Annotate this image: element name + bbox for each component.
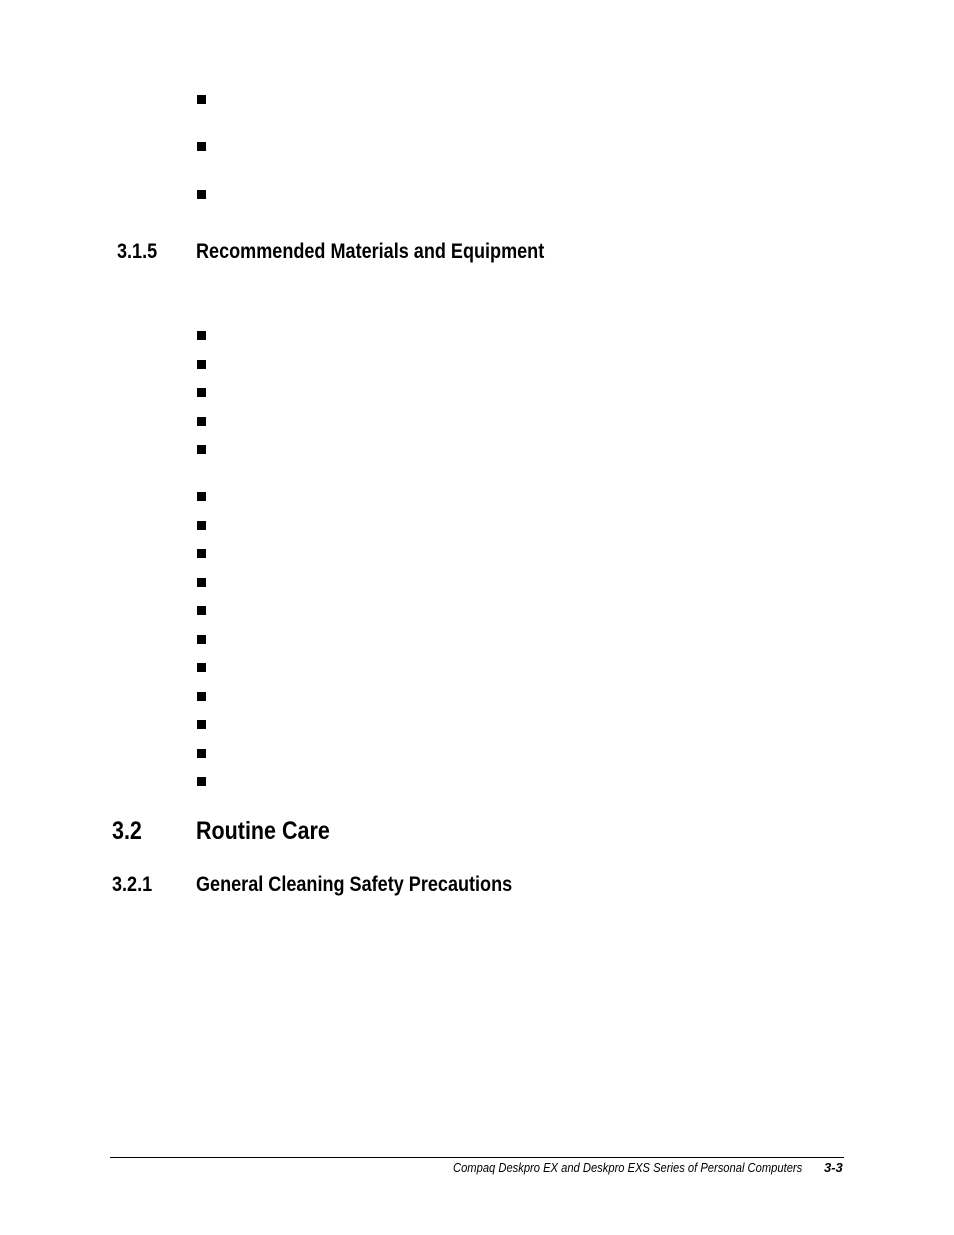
bullet-icon: [197, 720, 206, 729]
section-number: 3.2.1: [112, 873, 153, 896]
bullet-icon: [197, 635, 206, 644]
bullet-icon: [197, 492, 206, 501]
section-heading: Routine Care: [196, 817, 330, 845]
bullet-icon: [197, 360, 206, 369]
section-number: 3.2: [112, 817, 142, 845]
bullet-icon: [197, 606, 206, 615]
bullet-icon: [197, 521, 206, 530]
bullet-icon: [197, 417, 206, 426]
section-heading: General Cleaning Safety Precautions: [196, 873, 513, 896]
bullet-icon: [197, 663, 206, 672]
bullet-icon: [197, 749, 206, 758]
bullet-icon: [197, 190, 206, 199]
section-heading: Recommended Materials and Equipment: [196, 240, 545, 263]
bullet-icon: [197, 549, 206, 558]
bullet-icon: [197, 388, 206, 397]
bullet-icon: [197, 692, 206, 701]
footer-title: Compaq Deskpro EX and Deskpro EXS Series of Personal Computers: [453, 1160, 803, 1175]
bullet-icon: [197, 777, 206, 786]
footer-rule: [110, 1157, 844, 1158]
bullet-icon: [197, 142, 206, 151]
bullet-icon: [197, 445, 206, 454]
bullet-icon: [197, 578, 206, 587]
page-number: 3-3: [824, 1160, 843, 1175]
bullet-icon: [197, 331, 206, 340]
section-number: 3.1.5: [117, 240, 158, 263]
bullet-icon: [197, 95, 206, 104]
